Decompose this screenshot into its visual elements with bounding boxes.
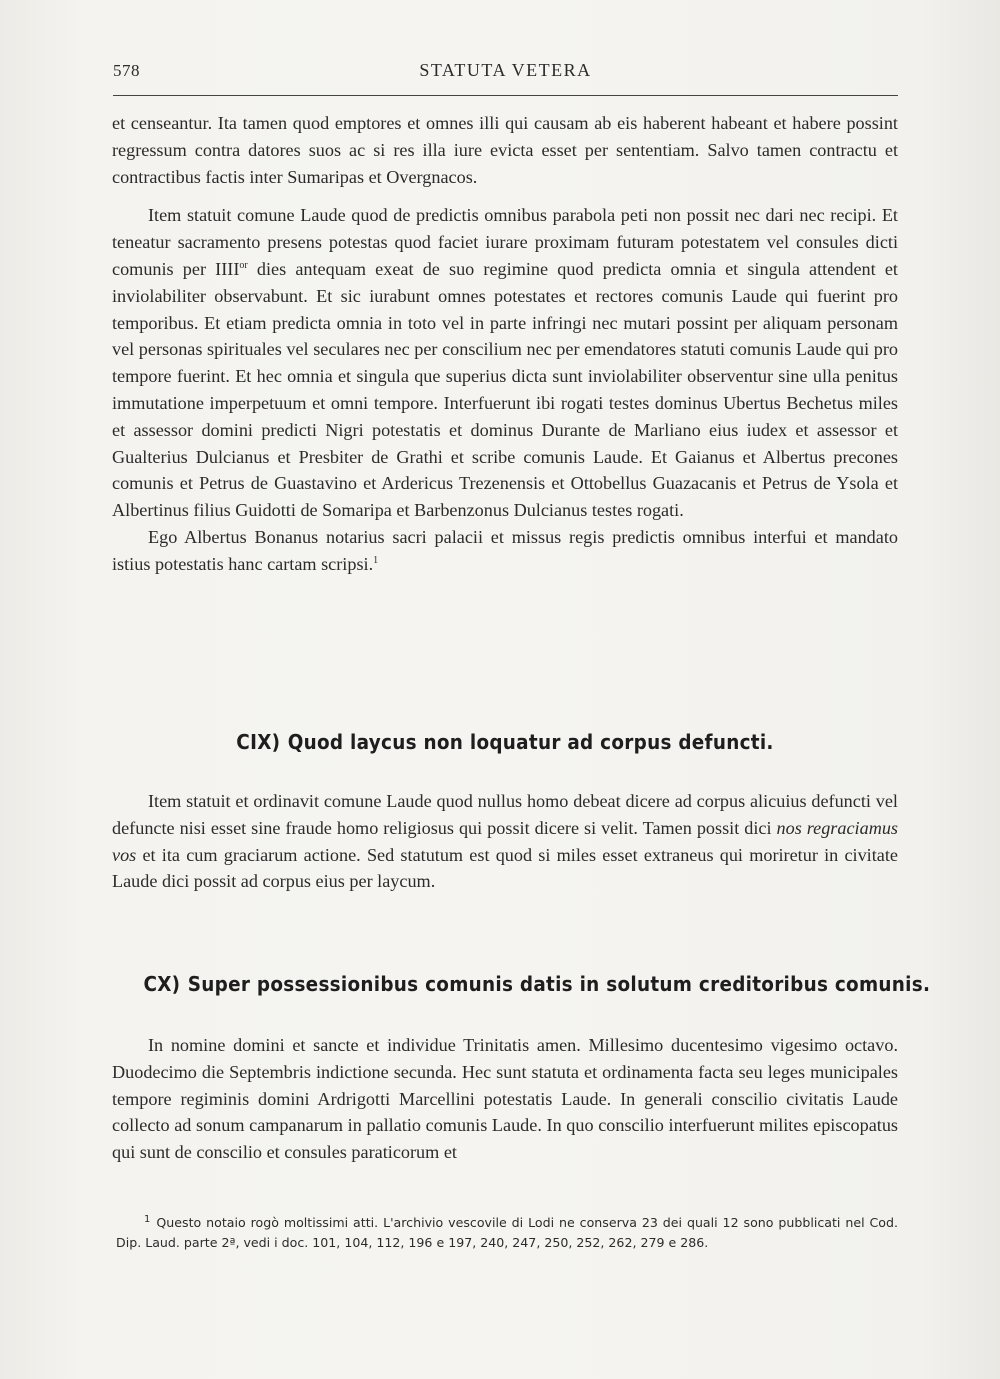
section-number-cx: CX) — [143, 972, 181, 996]
paragraph-cix-part1: Item statuit et ordinavit comune Laude quod nullus homo debeat dicere ad corpus alicuius defuncti vel defuncte nisi esset sine fraude homo religiosus qui possit dicere si velit. Tamen possit dici — [112, 791, 898, 838]
section-body-cix — [112, 788, 898, 895]
section-body-cx — [112, 1032, 898, 1166]
paragraph-item-statuit — [112, 202, 898, 524]
section-number-cix: CIX) — [236, 730, 281, 754]
paragraph-cix-part2: et ita cum graciarum actione. Sed statutum est quod si miles esset extraneus qui moriretur in civitate Laude dici possit ad corpus eius per laycum. — [112, 844, 898, 892]
paragraph-item-statuit-part2: dies antequam exeat de suo regimine quod predicta omnia et singula attendent et inviolabiliter observabunt. Et sic iurabunt omnes potestates et rectores comunis Laude qui fuerint pro temporibus. Et etiam predicta omnia in toto vel in parte infringi nec mutari possint per aliquam personam vel personas spirituales vel seculares nec per conscilium nec per emendatores statuti comunis Laude qui pro tempore fuerint. Et hec omnia et singula que superius dicta sunt inviolabiliter observentur sine ulla penitus immutatione imperpetuum et omni tempore. Interfuerunt ibi rogati testes dominus Ubertus Bechetus miles et assessor domini predicti Nigri potestatis et dominus Durante de Marliano eius iudex et assessor et Gualterius Dulcianus et Presbiter de Grathi et scribe comunis Laude. Et Gaianus et Albertus precones comunis et Petrus de Guastavino et Ardericus Trezenensis et Ottobellus Guazacanis et Petrus de Ysola et Albertinus filius Guidotti de Somaripa et Barbenzonus Dulcianus testes rogati. — [112, 258, 898, 521]
paragraph-item-statuit-part1: Item statuit comune Laude quod de predictis omnibus parabola peti non possit nec dari nec recipi. Et teneatur sacramento presens potestas quod faciet iurare proximam futuram potestatem vel consules dicti comunis per IIII — [112, 205, 898, 279]
footnote-reference: 1 — [373, 554, 379, 566]
continuation-text — [112, 110, 898, 578]
footnote-text: Questo notaio rogò moltissimi atti. L'archivio vescovile di Lodi ne conserva 23 dei quali 12 sono pubblicati nel Cod. Dip. Laud. parte 2ª, vedi i doc. 101, 104, 112, 196 e 197, 240, 247, 250, 252, 262, 279 e 286. — [116, 1215, 898, 1250]
paragraph-cix — [112, 788, 898, 895]
paragraph-continued: et censeantur. Ita tamen quod emptores et omnes illi qui causam ab eis haberent habeant et habere possint regressum contra datores suos ac si res illa iure evicta esset per sententiam. Salvo tamen contractu et contractibus factis inter Sumaripas et Overgnacos. — [112, 113, 898, 187]
paragraph-notary-signature — [112, 524, 898, 578]
header-rule — [113, 95, 898, 96]
paragraph-notary-text: Ego Albertus Bonanus notarius sacri palacii et missus regis predictis omnibus interfui et mandato istius potestatis hanc cartam scripsi. — [112, 526, 898, 574]
running-title: STATUTA VETERA — [419, 60, 592, 80]
page-header — [113, 58, 898, 88]
section-heading-cix — [143, 730, 866, 754]
section-title-cix: Quod laycus non loquatur ad corpus defuncti. — [287, 730, 774, 754]
section-title-cx: Super possessionibus comunis datis in solutum creditoribus comunis. — [187, 972, 931, 996]
footnote: 1 Questo notaio rogò moltissimi atti. L'archivio vescovile di Lodi ne conserva 23 dei quali 12 sono pubblicati nel Cod. Dip. Laud. parte 2ª, vedi i doc. 101, 104, 112, 196 e 197, 240, 247, 250, 252, 262, 279 e 286. — [116, 1213, 898, 1250]
page-number: 578 — [113, 61, 140, 80]
superscript-or: or — [239, 259, 248, 271]
paragraph-cix-italic: nos regraciamus vos — [112, 817, 899, 865]
paragraph-cx: In nomine domini et sancte et individue Trinitatis amen. Millesimo ducentesimo vigesimo octavo. Duodecimo die Septembris indictione secunda. Hec sunt statuta et ordinamenta facta seu leges municipales tempore regiminis domini Ardrigotti Marcellini potestatis Laude. In generali conscilio civitatis Laude collecto ad sonum campanarum in pallatio comunis Laude. In quo conscilio interfuerunt milites episcopatus qui sunt de conscilio et consules paraticorum et — [112, 1035, 898, 1163]
section-heading-cx — [143, 972, 931, 996]
